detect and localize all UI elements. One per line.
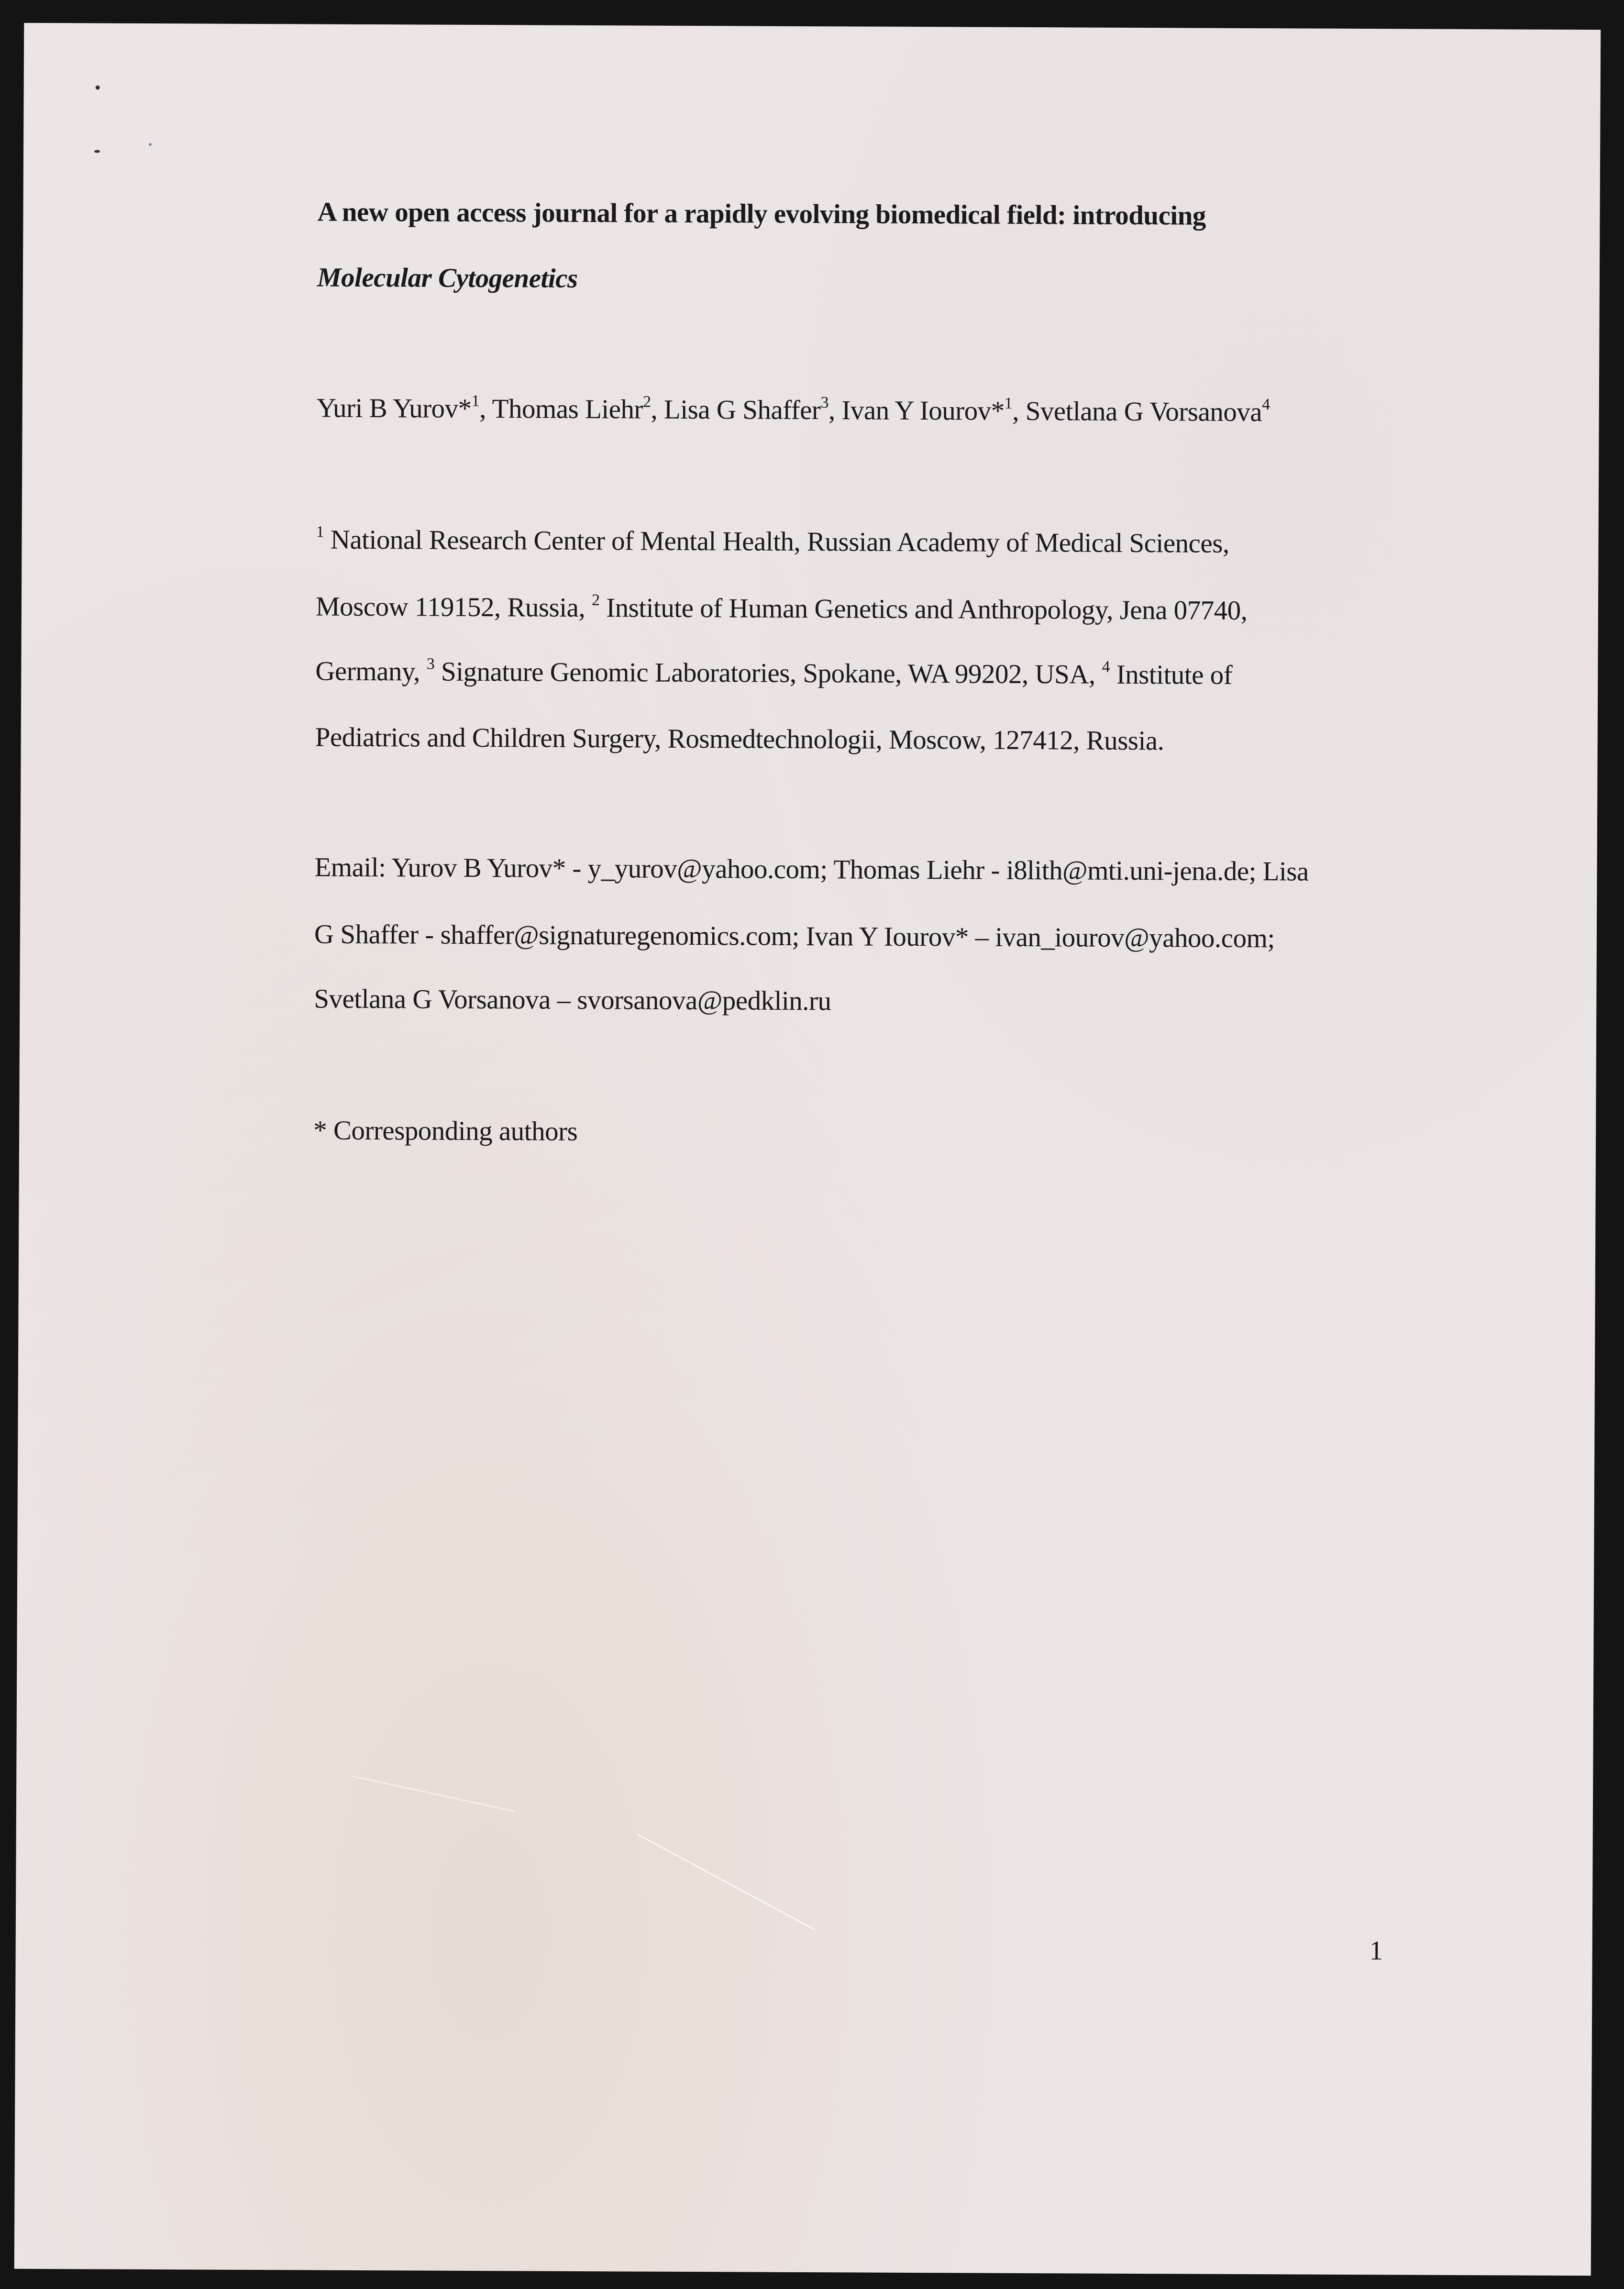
dust-speck <box>149 143 152 146</box>
paper-sheet <box>14 23 1601 2276</box>
page-number: 1 <box>1369 1935 1383 1966</box>
author-name: Svetlana G Vorsanova <box>1025 396 1262 428</box>
author-name: Lisa G Shaffer <box>663 394 821 426</box>
affiliation-line-1 <box>316 524 1229 559</box>
article-title-line-2: Molecular Cytogenetics <box>317 262 578 294</box>
author-name: Yuri B Yurov* <box>316 393 472 424</box>
affiliation-text: Moscow 119152, Russia, <box>315 591 592 623</box>
article-title-line-1: A new open access journal for a rapidly evolving biomedical field: introducing <box>317 197 1206 231</box>
affiliation-line-3 <box>315 656 1232 691</box>
affiliation-mark: 1 <box>316 523 324 541</box>
affiliation-line-2 <box>316 591 1248 626</box>
title-page-content <box>313 24 1428 1147</box>
author-separator: , <box>828 395 842 426</box>
author-affiliation-mark: 2 <box>642 393 651 411</box>
author-affiliation-mark: 1 <box>471 392 480 410</box>
affiliation-text: National Research Center of Mental Health, Russian Academy of Medical Sciences, <box>323 524 1229 559</box>
email-line-2: G Shaffer - shaffer@signaturegenomics.com; Ivan Y Iourov* – ivan_iourov@yahoo.com; <box>314 919 1275 954</box>
author-separator: , <box>479 393 492 424</box>
author-name: Ivan Y Iourov* <box>841 395 1005 426</box>
author-affiliation-mark: 4 <box>1262 396 1270 414</box>
author-separator: , <box>651 394 664 425</box>
paper-crease <box>637 1834 815 1930</box>
author-affiliation-mark: 3 <box>820 394 829 412</box>
affiliation-line-4: Pediatrics and Children Surgery, Rosmedtechnologii, Moscow, 127412, Russia. <box>315 722 1164 756</box>
affiliation-mark: 4 <box>1102 658 1110 676</box>
paper-crease <box>351 1775 515 1812</box>
author-affiliation-mark: 1 <box>1004 394 1013 412</box>
affiliation-mark: 3 <box>426 655 435 673</box>
affiliation-mark: 2 <box>591 591 600 609</box>
dust-speck <box>96 85 100 89</box>
author-separator: , <box>1012 396 1026 426</box>
affiliation-text: Institute of <box>1109 659 1233 690</box>
email-line-3: Svetlana G Vorsanova – svorsanova@pedklin.ru <box>314 984 831 1017</box>
author-list <box>317 393 1270 428</box>
corresponding-authors-note: * Corresponding authors <box>313 1115 578 1147</box>
affiliation-text: Institute of Human Genetics and Anthropology, Jena 07740, <box>599 593 1248 626</box>
affiliation-text: Germany, <box>315 656 427 687</box>
author-name: Thomas Liehr <box>492 394 643 425</box>
dust-speck <box>94 150 100 153</box>
affiliation-text: Signature Genomic Laboratories, Spokane, WA 99202, USA, <box>434 656 1102 690</box>
email-line-1: Email: Yurov B Yurov* - y_yurov@yahoo.com; Thomas Liehr - i8lith@mti.uni-jena.de; Lisa <box>314 852 1309 887</box>
